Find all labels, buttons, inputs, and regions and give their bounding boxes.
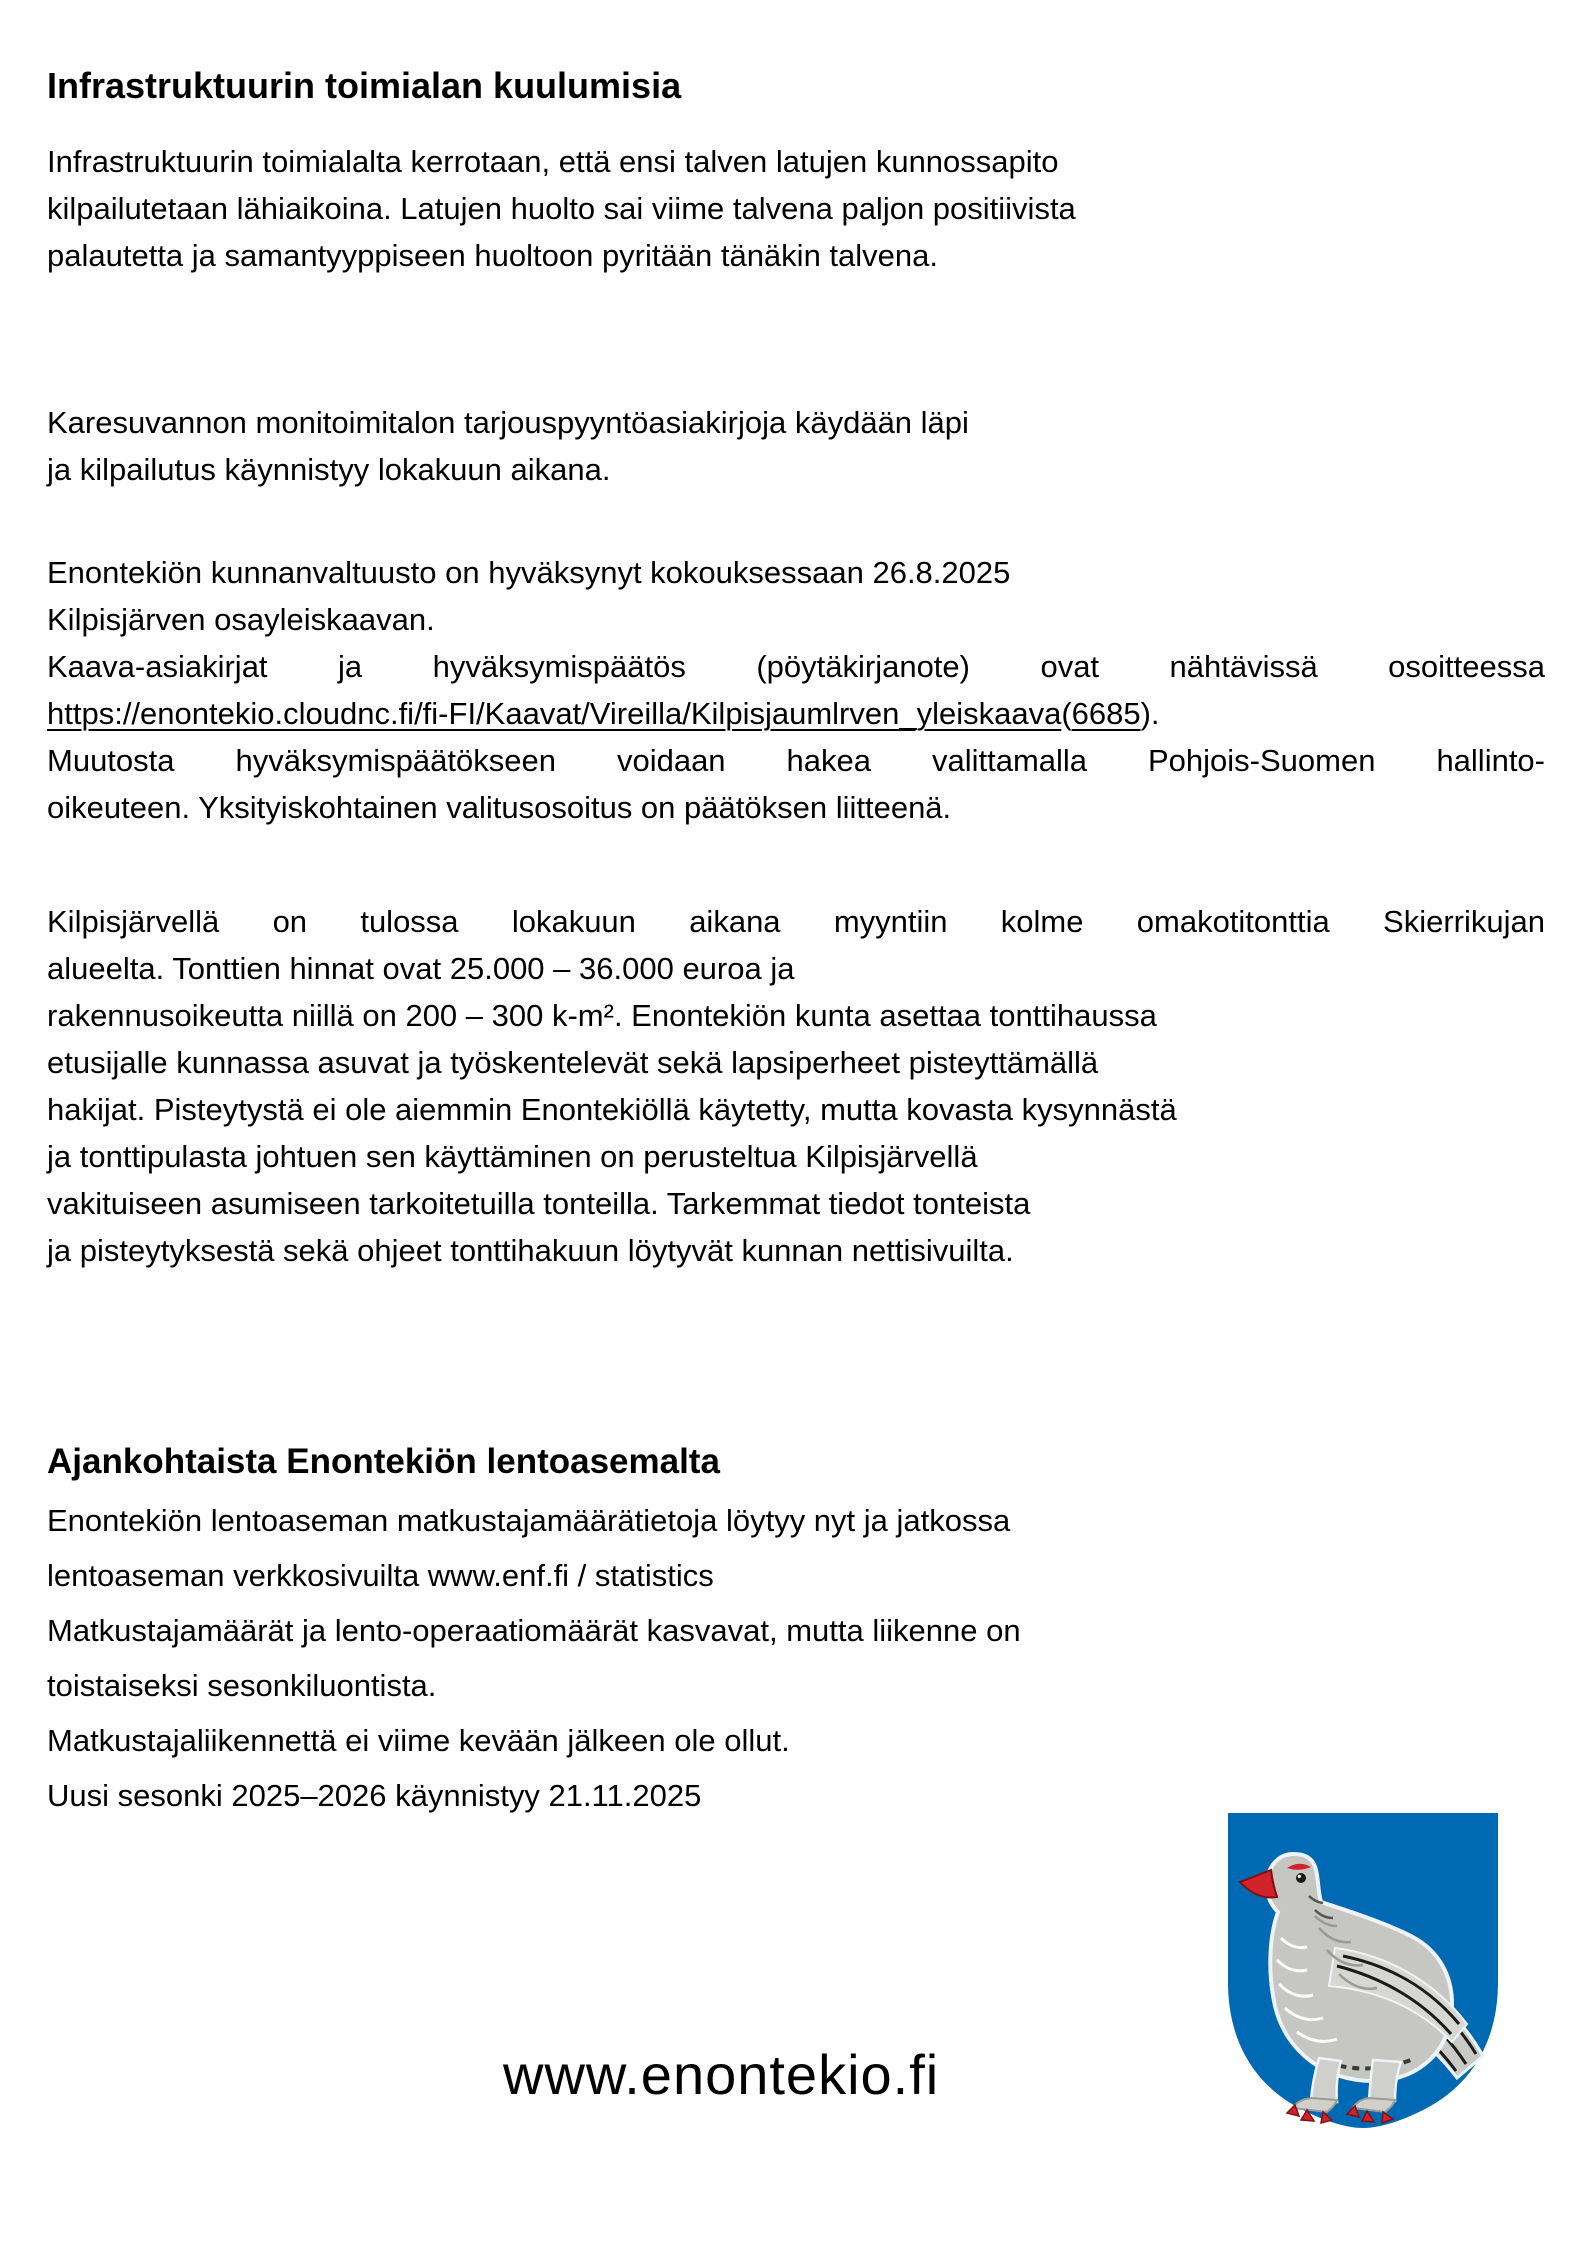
text-line: ja tonttipulasta johtuen sen käyttäminen on perusteltua Kilpisjärvellä bbox=[47, 1139, 978, 1174]
text-line: Enontekiön lentoaseman matkustajamäärätietoja löytyy nyt ja jatkossa bbox=[47, 1503, 1011, 1538]
text-line: lentoaseman verkkosivuilta www.enf.fi / statistics bbox=[47, 1558, 714, 1593]
text-line: etusijalle kunnassa asuvat ja työskentelevät sekä lapsiperheet pisteyttämällä bbox=[47, 1045, 1099, 1080]
text-line: Kilpisjärvellä on tulossa lokakuun aikana myyntiin kolme omakotitonttia Skierrikujan bbox=[47, 904, 1545, 939]
text-line: rakennusoikeutta niillä on 200 – 300 k-m². Enontekiön kunta asettaa tonttihaussa bbox=[47, 998, 1157, 1033]
text-line: Matkustajamäärät ja lento-operaatiomäärät kasvavat, mutta liikenne on bbox=[47, 1613, 1021, 1648]
paragraph-plots-for-sale bbox=[47, 898, 1545, 1274]
text-line: kilpailutetaan lähiaikoina. Latujen huolto sai viime talvena paljon positiivista bbox=[47, 191, 1076, 226]
text-line: Karesuvannon monitoimitalon tarjouspyyntöasiakirjoja käydään läpi bbox=[47, 405, 969, 440]
paragraph-airport-news bbox=[47, 1493, 1545, 1823]
text-line: vakituiseen asumiseen tarkoitetuilla tonteilla. Tarkemmat tiedot tonteista bbox=[47, 1186, 1031, 1221]
text-line: Kaava-asiakirjat ja hyväksymispäätös (pöytäkirjanote) ovat nähtävissä osoitteessa bbox=[47, 649, 1545, 684]
section-heading-infrastructure: Infrastruktuurin toimialan kuulumisia bbox=[47, 65, 682, 106]
plan-document-link[interactable]: https://enontekio.cloudnc.fi/fi-FI/Kaavat/Vireilla/Kilpisjaumlrven_yleiskaava(6685). bbox=[47, 696, 1160, 731]
text-line: Matkustajaliikennettä ei viime kevään jälkeen ole ollut. bbox=[47, 1723, 790, 1758]
text-line: Kilpisjärven osayleiskaavan. bbox=[47, 602, 435, 637]
paragraph-master-plan bbox=[47, 549, 1545, 831]
text-line: Uusi sesonki 2025–2026 käynnistyy 21.11.2025 bbox=[47, 1778, 702, 1813]
paragraph-karesuvanto-hall bbox=[47, 399, 1545, 493]
text-line: Muutosta hyväksymispäätökseen voidaan hakea valittamalla Pohjois-Suomen hallinto- bbox=[47, 743, 1545, 778]
text-line: ja kilpailutus käynnistyy lokakuun aikana. bbox=[47, 452, 611, 487]
paragraph-ski-trails bbox=[47, 138, 1545, 279]
text-line: toistaiseksi sesonkiluontista. bbox=[47, 1668, 437, 1703]
text-line: palautetta ja samantyyppiseen huoltoon pyritään tänäkin talvena. bbox=[47, 238, 938, 273]
enontekio-coat-of-arms-icon bbox=[1223, 1810, 1503, 2135]
text-line: Infrastruktuurin toimialalta kerrotaan, että ensi talven latujen kunnossapito bbox=[47, 144, 1059, 179]
section-heading-airport: Ajankohtaista Enontekiön lentoasemalta bbox=[47, 1442, 720, 1481]
municipality-website: www.enontekio.fi bbox=[503, 2043, 940, 2106]
text-line: Enontekiön kunnanvaltuusto on hyväksynyt kokouksessaan 26.8.2025 bbox=[47, 555, 1011, 590]
text-line: alueelta. Tonttien hinnat ovat 25.000 – 36.000 euroa ja bbox=[47, 951, 795, 986]
plan-link-line bbox=[47, 690, 1545, 737]
text-line: ja pisteytyksestä sekä ohjeet tonttihakuun löytyvät kunnan nettisivuilta. bbox=[47, 1233, 1014, 1268]
text-line: hakijat. Pisteytystä ei ole aiemmin Enontekiöllä käytetty, mutta kovasta kysynnästä bbox=[47, 1092, 1177, 1127]
text-line: oikeuteen. Yksityiskohtainen valitusosoitus on päätöksen liitteenä. bbox=[47, 790, 952, 825]
